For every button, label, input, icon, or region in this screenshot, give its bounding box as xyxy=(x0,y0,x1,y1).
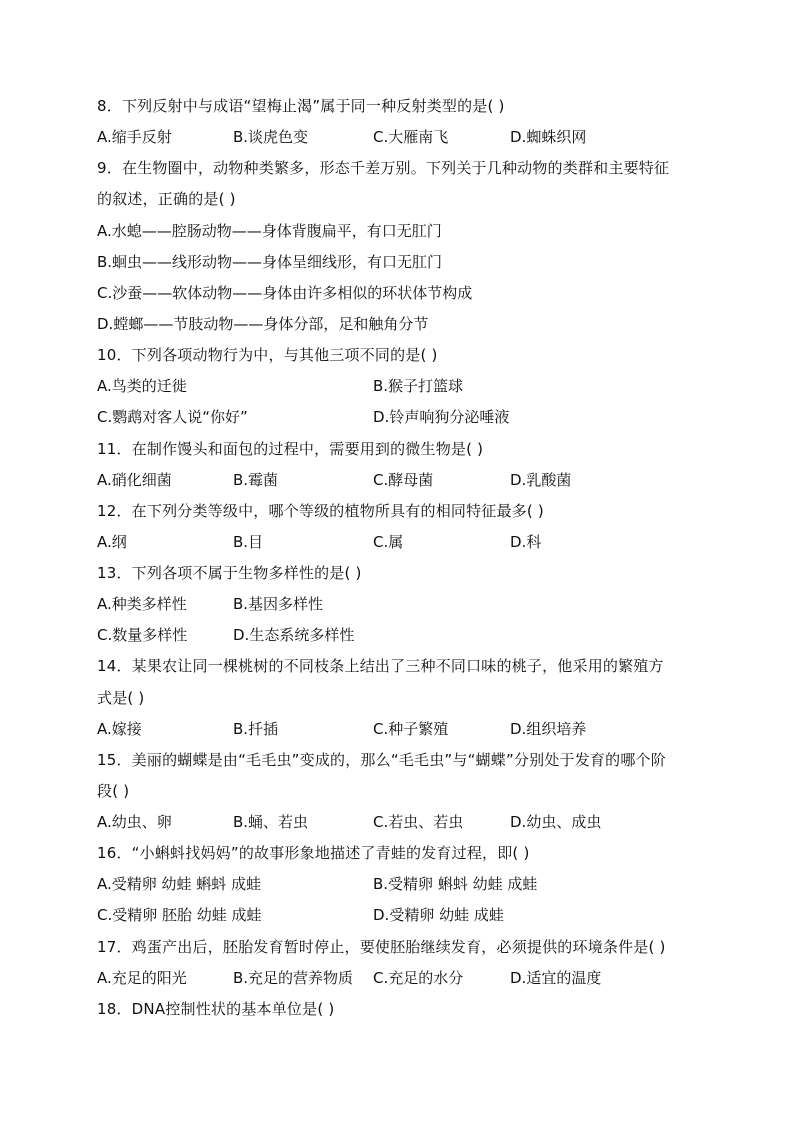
question-14-option-b: B.扦插 xyxy=(233,720,279,738)
question-10-option-a: A.鸟类的迁徙 xyxy=(97,377,187,395)
question-9-option-d: D.螳螂——节肢动物——身体分部，足和触角分节 xyxy=(97,315,429,333)
question-14-stem: 14．某果农让同一棵桃树的不同枝条上结出了三种不同口味的桃子，他采用的繁殖方 xyxy=(97,657,664,675)
question-11-stem: 11．在制作馒头和面包的过程中，需要用到的微生物是( ) xyxy=(97,440,484,458)
question-13-option-b: B.基因多样性 xyxy=(233,595,324,613)
question-12-stem: 12．在下列分类等级中，哪个等级的植物所具有的相同特征最多( ) xyxy=(97,502,544,520)
question-15-option-b: B.蛹、若虫 xyxy=(233,813,309,831)
question-15-option-c: C.若虫、若虫 xyxy=(373,813,464,831)
question-11-option-b: B.霉菌 xyxy=(233,471,279,489)
question-12-option-c: C.属 xyxy=(373,533,404,551)
question-16-option-b: B.受精卵 蝌蚪 幼蛙 成蛙 xyxy=(373,875,538,893)
question-13-stem: 13．下列各项不属于生物多样性的是( ) xyxy=(97,564,362,582)
question-8-option-a: A.缩手反射 xyxy=(97,128,172,146)
question-14-option-a: A.嫁接 xyxy=(97,720,142,738)
question-10-stem: 10．下列各项动物行为中，与其他三项不同的是( ) xyxy=(97,346,438,364)
question-11-option-a: A.硝化细菌 xyxy=(97,471,172,489)
question-8-option-b: B.谈虎色变 xyxy=(233,128,309,146)
question-13-option-d: D.生态系统多样性 xyxy=(233,626,355,644)
question-16-option-c: C.受精卵 胚胎 幼蛙 成蛙 xyxy=(97,906,262,924)
question-8-option-c: C.大雁南飞 xyxy=(373,128,449,146)
question-11-option-d: D.乳酸菌 xyxy=(510,471,572,489)
question-16-stem: 16．“小蝌蚪找妈妈”的故事形象地描述了青蛙的发育过程，即( ) xyxy=(97,844,530,862)
question-12-option-a: A.纲 xyxy=(97,533,127,551)
question-13-option-c: C.数量多样性 xyxy=(97,626,188,644)
question-10-option-d: D.铃声响狗分泌唾液 xyxy=(373,408,510,426)
question-11-option-c: C.酵母菌 xyxy=(373,471,434,489)
question-17-option-c: C.充足的水分 xyxy=(373,969,464,987)
question-14-option-d: D.组织培养 xyxy=(510,720,587,738)
question-9-stem: 9．在生物圈中，动物种类繁多，形态千差万别。下列关于几种动物的类群和主要特征 xyxy=(97,159,670,177)
question-15-stem-cont: 段( ) xyxy=(97,782,130,800)
question-10-option-b: B.猴子打篮球 xyxy=(373,377,464,395)
question-16-option-a: A.受精卵 幼蛙 蝌蚪 成蛙 xyxy=(97,875,262,893)
question-8-stem: 8．下列反射中与成语“望梅止渴”属于同一种反射类型的是( ) xyxy=(97,97,505,115)
question-12-option-d: D.科 xyxy=(510,533,542,551)
question-17-stem: 17．鸡蛋产出后，胚胎发育暂时停止，要使胚胎继续发育，必须提供的环境条件是( ) xyxy=(97,938,666,956)
question-8-option-d: D.蜘蛛织网 xyxy=(510,128,587,146)
question-13-option-a: A.种类多样性 xyxy=(97,595,187,613)
question-17-option-b: B.充足的营养物质 xyxy=(233,969,354,987)
question-15-option-d: D.幼虫、成虫 xyxy=(510,813,602,831)
question-15-option-a: A.幼虫、卵 xyxy=(97,813,172,831)
question-12-option-b: B.目 xyxy=(233,533,264,551)
question-17-option-a: A.充足的阳光 xyxy=(97,969,187,987)
question-9-stem-cont: 的叙述，正确的是( ) xyxy=(97,190,236,208)
question-15-stem: 15．美丽的蝴蝶是由“毛毛虫”变成的，那么“毛毛虫”与“蝴蝶”分别处于发育的哪个阶 xyxy=(97,751,666,769)
question-17-option-d: D.适宜的温度 xyxy=(510,969,602,987)
question-14-option-c: C.种子繁殖 xyxy=(373,720,449,738)
question-9-option-c: C.沙蚕——软体动物——身体由许多相似的环状体节构成 xyxy=(97,284,473,302)
question-16-option-d: D.受精卵 幼蛙 成蛙 xyxy=(373,906,504,924)
question-18-stem: 18．DNA控制性状的基本单位是( ) xyxy=(97,1000,335,1018)
question-14-stem-cont: 式是( ) xyxy=(97,689,145,707)
question-10-option-c: C.鹦鹉对客人说“你好” xyxy=(97,408,248,426)
question-9-option-b: B.蛔虫——线形动物——身体呈细线形，有口无肛门 xyxy=(97,253,443,271)
question-9-option-a: A.水螅——腔肠动物——身体背腹扁平，有口无肛门 xyxy=(97,222,442,240)
